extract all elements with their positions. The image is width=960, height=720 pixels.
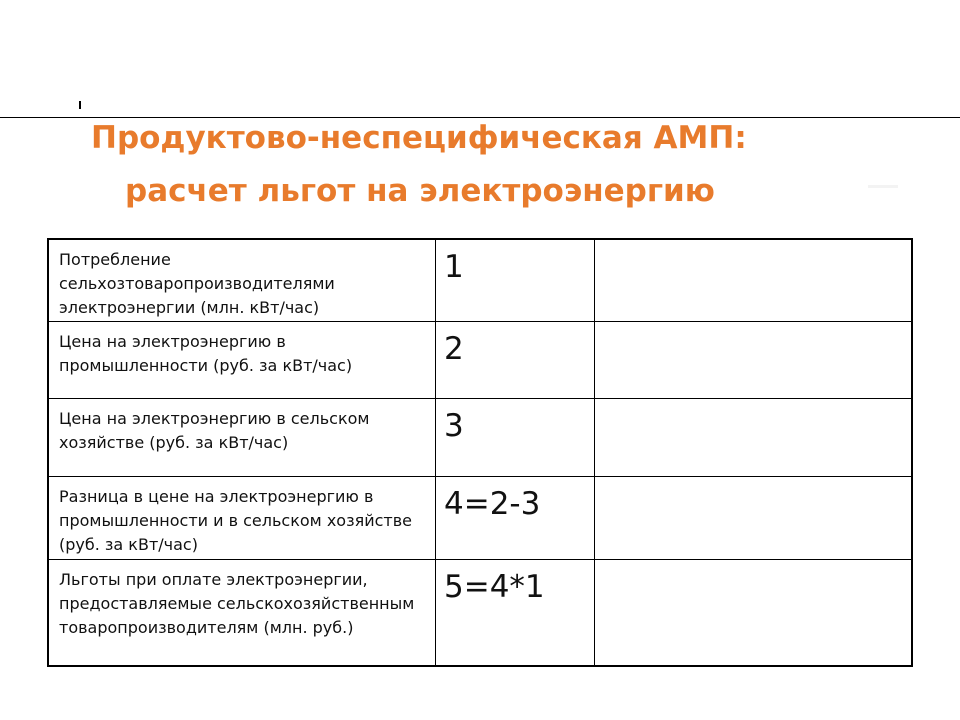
row-label: Разница в цене на электроэнергию в промышленности и в сельском хозяйстве (руб. за кВт/час) (48, 476, 436, 559)
row-formula: 1 (436, 239, 595, 321)
header-divider-line (0, 117, 960, 118)
slide-title-line-1: Продуктово-неспецифическая АМП: (91, 120, 747, 156)
row-value (595, 321, 913, 398)
row-value (595, 476, 913, 559)
decorative-faint-mark (868, 185, 898, 188)
slide-title-line-2: расчет льгот на электроэнергию (125, 173, 715, 209)
row-formula: 3 (436, 398, 595, 476)
row-formula: 4=2-3 (436, 476, 595, 559)
row-formula: 5=4*1 (436, 559, 595, 666)
table-row (48, 559, 912, 666)
electricity-benefit-table (47, 238, 913, 667)
table-row (48, 239, 912, 321)
table-row (48, 398, 912, 476)
row-value (595, 559, 913, 666)
row-label: Потребление сельхозтоваропроизводителями электроэнергии (млн. кВт/час) (48, 239, 436, 321)
row-label: Цена на электроэнергию в сельском хозяйстве (руб. за кВт/час) (48, 398, 436, 476)
header-tick-mark (79, 101, 81, 109)
row-formula: 2 (436, 321, 595, 398)
table-row (48, 476, 912, 559)
row-label: Цена на электроэнергию в промышленности (руб. за кВт/час) (48, 321, 436, 398)
row-value (595, 398, 913, 476)
row-value (595, 239, 913, 321)
row-label: Льготы при оплате электроэнергии, предоставляемые сельскохозяйственным товаропроизводителям (млн. руб.) (48, 559, 436, 666)
table-row (48, 321, 912, 398)
